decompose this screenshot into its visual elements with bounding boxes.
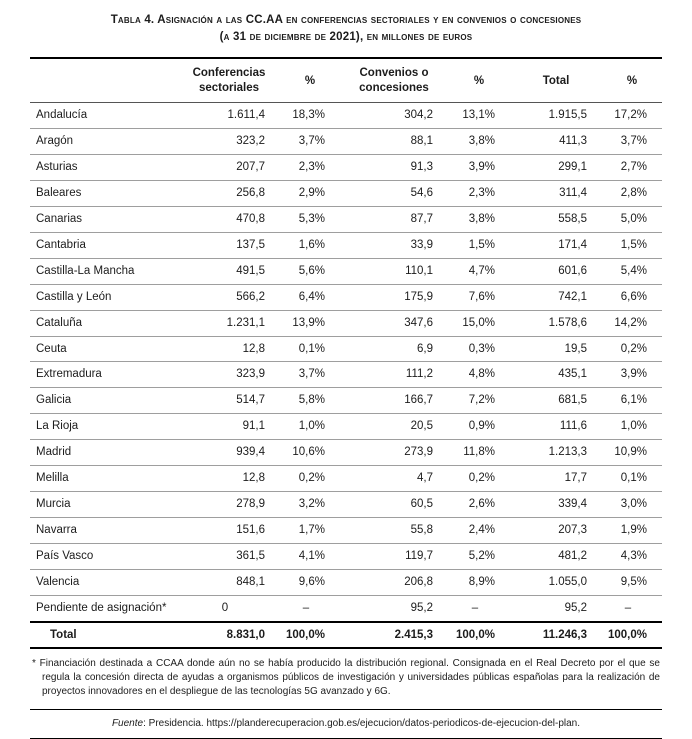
column-header-convenios: Convenios o concesiones — [340, 58, 448, 102]
value-cell: 60,5 — [340, 492, 448, 518]
value-cell: 95,2 — [510, 595, 602, 621]
value-cell: 299,1 — [510, 154, 602, 180]
value-cell: 0,1% — [602, 466, 662, 492]
value-cell: 3,8% — [448, 129, 510, 155]
value-cell: 1,6% — [280, 232, 340, 258]
value-cell: 4,7% — [448, 258, 510, 284]
table-row — [30, 206, 662, 232]
value-cell: 6,1% — [602, 388, 662, 414]
value-cell: 323,2 — [178, 129, 280, 155]
table-footer — [30, 622, 662, 648]
header-row — [30, 58, 662, 102]
value-cell: 6,9 — [340, 336, 448, 362]
value-cell: 2,4% — [448, 518, 510, 544]
value-cell: 1.055,0 — [510, 569, 602, 595]
value-cell: 0,1% — [280, 336, 340, 362]
region-cell: Aragón — [30, 129, 178, 155]
value-cell: 91,3 — [340, 154, 448, 180]
value-cell: 18,3% — [280, 103, 340, 129]
value-cell: 207,3 — [510, 518, 602, 544]
value-cell: 1.231,1 — [178, 310, 280, 336]
value-cell: 1,0% — [602, 414, 662, 440]
value-cell: 2,9% — [280, 180, 340, 206]
value-cell: 3,8% — [448, 206, 510, 232]
value-cell: 3,7% — [280, 129, 340, 155]
value-cell: 2,3% — [280, 154, 340, 180]
region-cell: Asturias — [30, 154, 178, 180]
column-header-pct-3: % — [602, 58, 662, 102]
total-value-cell: 100,0% — [448, 622, 510, 648]
region-cell: Valencia — [30, 569, 178, 595]
value-cell: 54,6 — [340, 180, 448, 206]
value-cell: 1.611,4 — [178, 103, 280, 129]
region-cell: Cataluña — [30, 310, 178, 336]
value-cell: 2,6% — [448, 492, 510, 518]
value-cell: 5,0% — [602, 206, 662, 232]
value-cell: 12,8 — [178, 336, 280, 362]
value-cell: 1,5% — [448, 232, 510, 258]
region-cell: Melilla — [30, 466, 178, 492]
value-cell: 3,7% — [280, 362, 340, 388]
total-value-cell: 2.415,3 — [340, 622, 448, 648]
value-cell: 5,4% — [602, 258, 662, 284]
table-row — [30, 154, 662, 180]
value-cell: 0,9% — [448, 414, 510, 440]
value-cell: 15,0% — [448, 310, 510, 336]
value-cell: 20,5 — [340, 414, 448, 440]
value-cell: 256,8 — [178, 180, 280, 206]
value-cell: 939,4 — [178, 440, 280, 466]
table-row — [30, 258, 662, 284]
value-cell: 6,6% — [602, 284, 662, 310]
value-cell: 137,5 — [178, 232, 280, 258]
value-cell: 9,5% — [602, 569, 662, 595]
value-cell: 88,1 — [340, 129, 448, 155]
value-cell: 0,2% — [602, 336, 662, 362]
table-row — [30, 414, 662, 440]
value-cell: 339,4 — [510, 492, 602, 518]
value-cell: 17,2% — [602, 103, 662, 129]
table-title — [46, 12, 646, 45]
column-header-total: Total — [510, 58, 602, 102]
value-cell: 206,8 — [340, 569, 448, 595]
value-cell: 5,8% — [280, 388, 340, 414]
value-cell: 111,2 — [340, 362, 448, 388]
value-cell: 311,4 — [510, 180, 602, 206]
value-cell: 3,2% — [280, 492, 340, 518]
total-value-cell: 8.831,0 — [178, 622, 280, 648]
value-cell: 491,5 — [178, 258, 280, 284]
table-row — [30, 518, 662, 544]
total-value-cell: 100,0% — [602, 622, 662, 648]
value-cell: 151,6 — [178, 518, 280, 544]
table-row — [30, 362, 662, 388]
value-cell: 19,5 — [510, 336, 602, 362]
value-cell: 5,2% — [448, 544, 510, 570]
value-cell: 0 — [178, 595, 280, 621]
value-cell: 33,9 — [340, 232, 448, 258]
table-row — [30, 129, 662, 155]
value-cell: 7,2% — [448, 388, 510, 414]
region-cell: Madrid — [30, 440, 178, 466]
total-value-cell: 100,0% — [280, 622, 340, 648]
value-cell: 175,9 — [340, 284, 448, 310]
region-cell: Castilla y León — [30, 284, 178, 310]
table-header — [30, 58, 662, 102]
table-row — [30, 310, 662, 336]
value-cell: 2,3% — [448, 180, 510, 206]
value-cell: 2,8% — [602, 180, 662, 206]
value-cell: 1,5% — [602, 232, 662, 258]
value-cell: 10,9% — [602, 440, 662, 466]
value-cell: 347,6 — [340, 310, 448, 336]
value-cell: 0,2% — [448, 466, 510, 492]
footnote: * Financiación destinada a CCAA donde aún no se había producido la distribución regional. Consignada en el Real Decreto por el que se regula la concesión directa de ayudas a organismos públicos de investigación y universidades públicas españolas para la realización de proyectos innovadores en el despliegue de las tecnologías 5G avanzado y 6G. — [30, 649, 662, 710]
value-cell: 11,8% — [448, 440, 510, 466]
value-cell: 13,1% — [448, 103, 510, 129]
value-cell: 323,9 — [178, 362, 280, 388]
column-header-region — [30, 58, 178, 102]
region-cell: Navarra — [30, 518, 178, 544]
region-cell: Castilla-La Mancha — [30, 258, 178, 284]
value-cell: 481,2 — [510, 544, 602, 570]
table-row — [30, 336, 662, 362]
value-cell: 13,9% — [280, 310, 340, 336]
table-row — [30, 232, 662, 258]
value-cell: 1.213,3 — [510, 440, 602, 466]
table-row — [30, 466, 662, 492]
value-cell: 1.578,6 — [510, 310, 602, 336]
value-cell: 0,3% — [448, 336, 510, 362]
value-cell: 848,1 — [178, 569, 280, 595]
total-label: Total — [30, 622, 178, 648]
value-cell: 9,6% — [280, 569, 340, 595]
table-title-line1: Tabla 4. Asignación a las CC.AA en conferencias sectoriales y en convenios o concesiones — [110, 14, 582, 26]
column-header-pct-2: % — [448, 58, 510, 102]
table-row — [30, 440, 662, 466]
table-row — [30, 180, 662, 206]
value-cell: 304,2 — [340, 103, 448, 129]
value-cell: 171,4 — [510, 232, 602, 258]
value-cell: 119,7 — [340, 544, 448, 570]
region-cell: Pendiente de asignación* — [30, 595, 178, 621]
value-cell: 8,9% — [448, 569, 510, 595]
value-cell: 470,8 — [178, 206, 280, 232]
value-cell: 166,7 — [340, 388, 448, 414]
value-cell: – — [602, 595, 662, 621]
value-cell: 17,7 — [510, 466, 602, 492]
value-cell: 91,1 — [178, 414, 280, 440]
value-cell: 681,5 — [510, 388, 602, 414]
value-cell: 566,2 — [178, 284, 280, 310]
value-cell: 411,3 — [510, 129, 602, 155]
value-cell: 435,1 — [510, 362, 602, 388]
region-cell: Galicia — [30, 388, 178, 414]
region-cell: Andalucía — [30, 103, 178, 129]
value-cell: 14,2% — [602, 310, 662, 336]
source-line — [30, 710, 662, 739]
table-title-line2: (a 31 de diciembre de 2021), en millones de euros — [219, 30, 473, 43]
table-row — [30, 595, 662, 621]
value-cell: 95,2 — [340, 595, 448, 621]
value-cell: 4,8% — [448, 362, 510, 388]
value-cell: 110,1 — [340, 258, 448, 284]
table-row — [30, 388, 662, 414]
value-cell: – — [280, 595, 340, 621]
value-cell: 2,7% — [602, 154, 662, 180]
region-cell: Canarias — [30, 206, 178, 232]
value-cell: 361,5 — [178, 544, 280, 570]
value-cell: 3,9% — [602, 362, 662, 388]
region-cell: País Vasco — [30, 544, 178, 570]
value-cell: 601,6 — [510, 258, 602, 284]
table-row — [30, 544, 662, 570]
region-cell: Extremadura — [30, 362, 178, 388]
total-value-cell: 11.246,3 — [510, 622, 602, 648]
value-cell: 1,7% — [280, 518, 340, 544]
value-cell: – — [448, 595, 510, 621]
table-body — [30, 103, 662, 622]
value-cell: 278,9 — [178, 492, 280, 518]
value-cell: 1,9% — [602, 518, 662, 544]
region-cell: Cantabria — [30, 232, 178, 258]
value-cell: 514,7 — [178, 388, 280, 414]
column-header-conferencias: Conferencias sectoriales — [178, 58, 280, 102]
value-cell: 742,1 — [510, 284, 602, 310]
table-row — [30, 569, 662, 595]
value-cell: 12,8 — [178, 466, 280, 492]
region-cell: Ceuta — [30, 336, 178, 362]
source-label: Fuente — [111, 717, 144, 729]
value-cell: 1,0% — [280, 414, 340, 440]
value-cell: 3,9% — [448, 154, 510, 180]
value-cell: 55,8 — [340, 518, 448, 544]
allocation-table — [30, 57, 662, 649]
table-row — [30, 103, 662, 129]
value-cell: 111,6 — [510, 414, 602, 440]
value-cell: 207,7 — [178, 154, 280, 180]
value-cell: 3,0% — [602, 492, 662, 518]
value-cell: 0,2% — [280, 466, 340, 492]
table-row — [30, 284, 662, 310]
column-header-pct-1: % — [280, 58, 340, 102]
value-cell: 5,3% — [280, 206, 340, 232]
region-cell: La Rioja — [30, 414, 178, 440]
value-cell: 4,7 — [340, 466, 448, 492]
value-cell: 3,7% — [602, 129, 662, 155]
value-cell: 5,6% — [280, 258, 340, 284]
value-cell: 7,6% — [448, 284, 510, 310]
table-row — [30, 492, 662, 518]
value-cell: 4,3% — [602, 544, 662, 570]
value-cell: 558,5 — [510, 206, 602, 232]
value-cell: 1.915,5 — [510, 103, 602, 129]
total-row — [30, 622, 662, 648]
value-cell: 10,6% — [280, 440, 340, 466]
source-text: : Presidencia. https://planderecuperacion.gob.es/ejecucion/datos-periodicos-de-ejecucion-del-plan. — [143, 717, 581, 729]
value-cell: 87,7 — [340, 206, 448, 232]
region-cell: Murcia — [30, 492, 178, 518]
region-cell: Baleares — [30, 180, 178, 206]
value-cell: 6,4% — [280, 284, 340, 310]
value-cell: 273,9 — [340, 440, 448, 466]
value-cell: 4,1% — [280, 544, 340, 570]
